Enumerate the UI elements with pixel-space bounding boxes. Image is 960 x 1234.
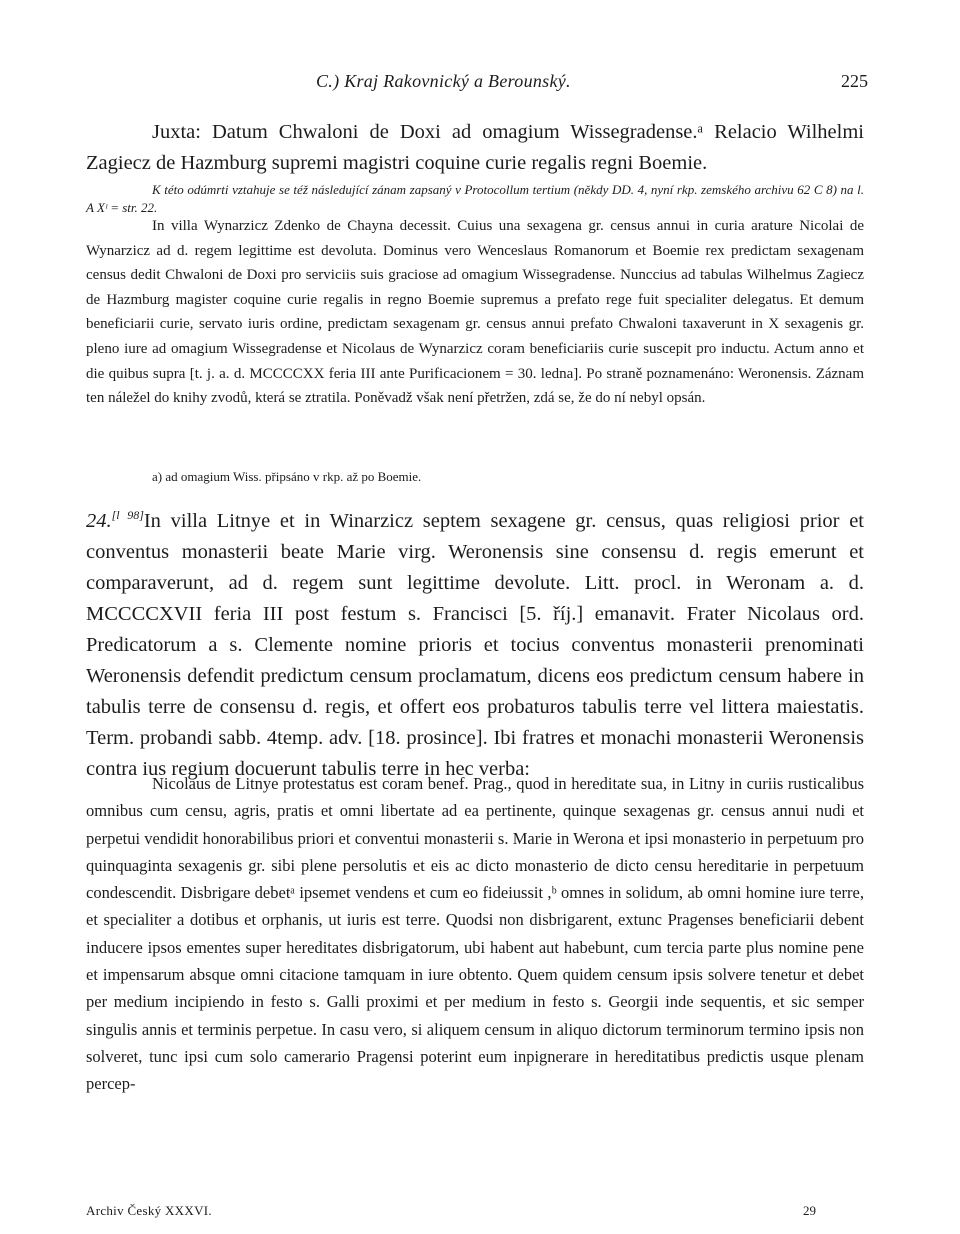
entry-23-note: K této odúmrti vztahuje se též následující zánam zapsaný v Protocollum tertium (někdy DD. 4, nyní rkp. zemského archivu 62 C 8) na l. A Xᶦ = str. 22. xyxy=(86,182,864,215)
page-number: 225 xyxy=(841,71,868,91)
entry-23-text: In villa Wynarzicz Zdenko de Chayna decessit. Cuius una sexagena gr. census annui in curia arature Nicolai de Wynarzicz ad d. regem legittime est devoluta. Dominus vero Wenceslaus Romanorum et Boemie rex predictam sexagenam census dedit Chwaloni de Doxi pro serviciis suis graciose ad omagium Wissegradense. Nunccius ad tabulas Wilhelmus Zagiecz de Hazmburg magister coquine curie regalis in regno Boemie supremus a prefato rege fuit specialiter delegatus. Et demum beneficiarii curie, servato iuris ordine, predictam sexagenam gr. census annui prefato Chwaloni taxaverunt in X sexagenis gr. pleno iure ad omagium Wissegradense et Nicolaus de Wynarzicz coram beneficiariis curie suscepit pro inductu. Actum anno et die quibus supra [t. j. a. d. MCCCCXX feria III ante Purificacionem = 30. ledna]. Po straně poznamenáno: Weronensis. Záznam ten náležel do knihy zvodů, která se ztratila. Poněvadž však není přetržen, zdá se, že do ní nebyl opsán. xyxy=(86,218,864,407)
running-title: C.) Kraj Rakovnický a Berounský. xyxy=(316,71,571,91)
signature-mark: Archiv Český XXXVI. xyxy=(86,1203,212,1218)
page-footer xyxy=(86,1203,868,1223)
entry-number: 24. xyxy=(86,509,112,532)
signature-number: 29 xyxy=(803,1203,816,1218)
running-header xyxy=(86,71,868,97)
entry-23-footnote: a) ad omagium Wiss. připsáno v rkp. až po Boemie. xyxy=(152,469,422,484)
entry-24-text: In villa Litnye et in Winarzicz septem sexagene gr. census, quas religiosi prior et conventus monasterii beate Marie virg. Weronensis sine consensu d. regis emerunt et comparaverunt, ad d. regem sunt legittime devolute. Litt. procl. in Weronam a. d. MCCCCXVII feria III post festum s. Francisci [5. říj.] emanavit. Frater Nicolaus ord. Predicatorum a s. Clemente nomine prioris et tocius conventus monasterii prenominati Weronensis defendit predictum censum proclamatum, dicens eos predictum censum habere in tabulis terre de consensu d. regis, et offert eos probaturos tabulis terre vel littera maiestatis. Term. probandi sabb. 4temp. adv. [18. prosince]. Ibi fratres et monachi monasterii Weronensis contra ius regium docuerunt tabulis terre in hec verba: xyxy=(86,509,864,780)
entry-24-paragraph xyxy=(86,500,864,785)
entry-24-quote: Nicolaus de Litnye protestatus est coram benef. Prag., quod in hereditate sua, in Litny in curiis rusticalibus omnibus cum censu, agris, pratis et omni libertate ad ea pertinente, quinque sexagenas gr. census annui nudi et perpetui vendidit honorabilibus priori et conventui monasterii s. Marie in Werona et ipsi monasterio in perpetuum pro quinquaginta sexagenis gr. sibi plene persolutis et eis ac dicto monasterio de dicto censu hereditarie in perpetuum condescendit. Disbrigare debetᵃ ipsemet vendens et cum eo fideiussit ,ᵇ omnes in solidum, ab omni homine iure terre, et specialiter a dotibus et orphanis, ut iuris est terre. Quodsi non disbrigarent, extunc Pragenses beneficiarii debent inducere ipsos ementes super hereditates disbrigatorum, ubi habent aut habebunt, cum tercia parte plus nomine pene et impensarum absque omni citacione tamquam in iure obtento. Quem quidem censum ipsis solvere tenetur et debet per medium incipiendo in festo s. Galli proximi et per medium in festo s. Georgii inde sequentis, et sic semper singulis annis et terminis perpetue. In casu vero, si aliquem censum in aliquo dictorum terminorum termino ipsis non solveret, tunc ipsi cum solo camerario Pragensi poterint eum inpignerare in hereditatibus predictis usque plenam percep- xyxy=(86,774,864,1094)
entry-23-top: Juxta: Datum Chwaloni de Doxi ad omagium Wissegradense.ᵃ Relacio Wilhelmi Zagiecz de Hazmburg supremi magistri coquine curie regalis regni Boemie. xyxy=(86,121,864,174)
folio-reference: [l 98] xyxy=(111,508,144,522)
